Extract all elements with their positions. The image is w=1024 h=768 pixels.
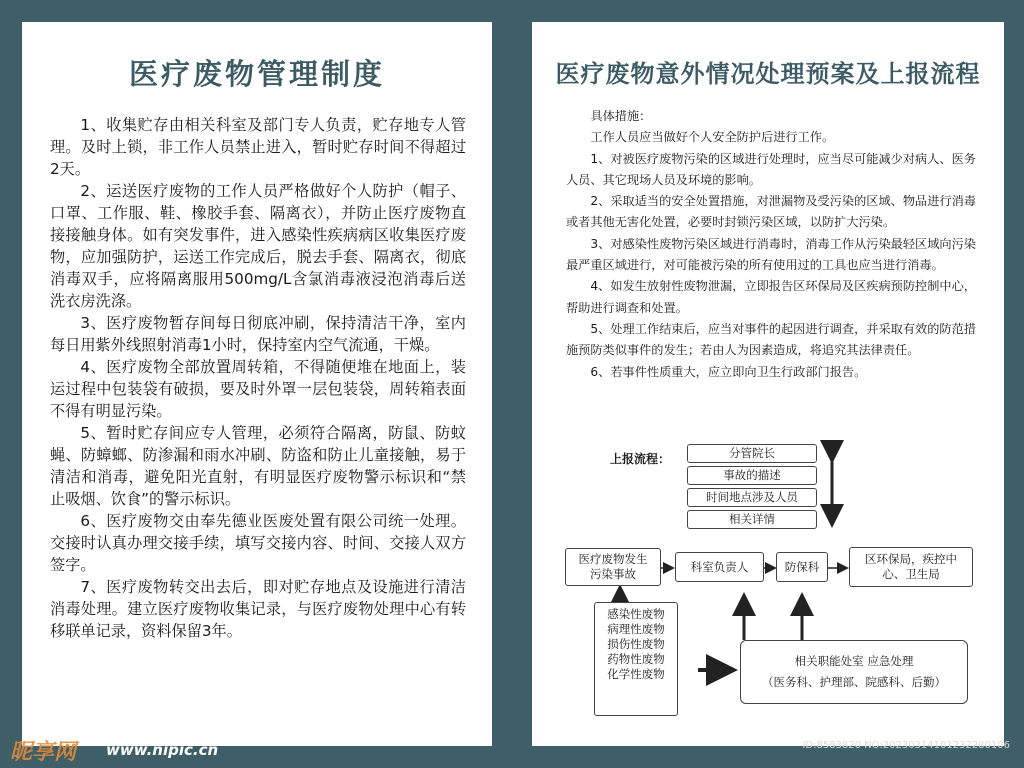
prevention-box: 防保科 bbox=[776, 552, 828, 582]
right-paragraph: 2、采取适当的安全处置措施，对泄漏物及受污染的区域、物品进行消毒或者其他无害化处置，必要时封锁污染区域，以防扩大污染。 bbox=[566, 194, 976, 230]
emergency-box bbox=[740, 640, 968, 704]
report-item: 分管院长 bbox=[687, 444, 817, 463]
left-paragraph: 7、医疗废物转交出去后，即对贮存地点及设施进行清洁消毒处理。建立医疗废物收集记录，与医疗废物处理中心有转移联单记录，资料保留3年。 bbox=[50, 578, 466, 640]
left-title: 医疗废物管理制度 bbox=[128, 57, 385, 91]
authorities-box: 区环保局，疾控中心、卫生局 bbox=[849, 547, 973, 587]
waste-type: 感染性废物 bbox=[607, 607, 665, 621]
waste-types-box bbox=[594, 602, 678, 716]
waste-type: 损伤性废物 bbox=[607, 637, 665, 651]
right-paragraph: 4、如发生放射性废物泄漏，立即报告区环保局及区疾病预防控制中心，帮助进行调查和处置。 bbox=[566, 279, 976, 315]
waste-type: 病理性废物 bbox=[607, 622, 665, 636]
right-paragraph: 工作人员应当做好个人安全防护后进行工作。 bbox=[590, 130, 835, 145]
waste-type: 药物性废物 bbox=[607, 652, 665, 666]
report-flowchart bbox=[532, 22, 1004, 746]
right-paragraph: 1、对被医疗废物污染的区域进行处理时，应当尽可能减少对病人、医务人员、其它现场人员及环境的影响。 bbox=[566, 151, 976, 187]
left-body bbox=[50, 114, 466, 642]
left-panel bbox=[22, 22, 492, 746]
waste-type: 化学性废物 bbox=[607, 667, 665, 681]
left-paragraph: 1、收集贮存由相关科室及部门专人负责，贮存地专人管理。及时上锁，非工作人员禁止进入，暂时贮存时间不得超过2天。 bbox=[50, 116, 466, 178]
right-paragraph: 具体措施： bbox=[590, 109, 652, 123]
watermark-logo: 昵享网 bbox=[10, 740, 77, 765]
incident-box: 医疗废物发生污染事故 bbox=[565, 548, 661, 586]
right-paragraph: 3、对感染性废物污染区域进行消毒时，消毒工作从污染最轻区域向污染最严重区域进行，对可能被污染的所有使用过的工具也应当进行消毒。 bbox=[566, 236, 976, 273]
left-paragraph: 3、医疗废物暂存间每日彻底冲刷，保持清洁干净，室内每日用紫外线照射消毒1小时，保持室内空气流通，干燥。 bbox=[50, 314, 466, 354]
report-item: 相关详情 bbox=[687, 510, 817, 529]
left-paragraph: 4、医疗废物全部放置周转箱，不得随便堆在地面上，装运过程中包装袋有破损，要及时外罩一层包装袋，周转箱表面不得有明显污染。 bbox=[50, 358, 466, 420]
dept-head-box: 科室负责人 bbox=[675, 552, 764, 582]
left-paragraph: 2、运送医疗废物的工作人员严格做好个人防护（帽子、口罩、工作服、鞋、橡胶手套、隔离衣），并防止医疗废物直接接触身体。如有突发事件，进入感染性疾病病区收集医疗废物，应加强防护，运送工作完成后，脱去手套、隔离衣，彻底消毒双手，应将隔离服用500mg/L含氯消毒液浸泡消毒后送洗衣房洗涤。 bbox=[50, 182, 466, 310]
emergency-units: （医务科、护理部、院感科、后勤） bbox=[762, 675, 946, 689]
left-paragraph: 6、医疗废物交由奉先德业医废处置有限公司统一处理。交接时认真办理交接手续，填写交接内容、时间、交接人双方签字。 bbox=[50, 512, 466, 574]
right-paragraph: 5、处理工作结束后，应当对事件的起因进行调查，并采取有效的防范措施预防类似事件的发生；若由人为因素造成，将追究其法律责任。 bbox=[566, 321, 976, 358]
report-item: 时间地点涉及人员 bbox=[687, 488, 817, 507]
right-title: 医疗废物意外情况处理预案及上报流程 bbox=[555, 60, 981, 88]
right-panel bbox=[532, 22, 1004, 746]
left-paragraph: 5、暂时贮存间应专人管理，必须符合隔离，防鼠、防蚊蝇、防蟑螂、防渗漏和雨水冲刷、防盗和防止儿童接触，易于清洁和消毒，避免阳光直射，有明显医疗废物警示标识和“禁止吸烟、饮食”的警示标识。 bbox=[50, 424, 466, 508]
report-item: 事故的描述 bbox=[687, 466, 817, 485]
right-paragraph: 6、若事件性质重大，应立即向卫生行政部门报告。 bbox=[590, 364, 867, 379]
emergency-title: 相关职能处室 应急处理 bbox=[794, 654, 914, 668]
watermark-url: www.nipic.cn bbox=[106, 741, 219, 759]
flow-label: 上报流程： bbox=[610, 452, 671, 466]
image-id-strip: ID:8583820 NO:20230314101232280106 bbox=[802, 740, 1010, 751]
